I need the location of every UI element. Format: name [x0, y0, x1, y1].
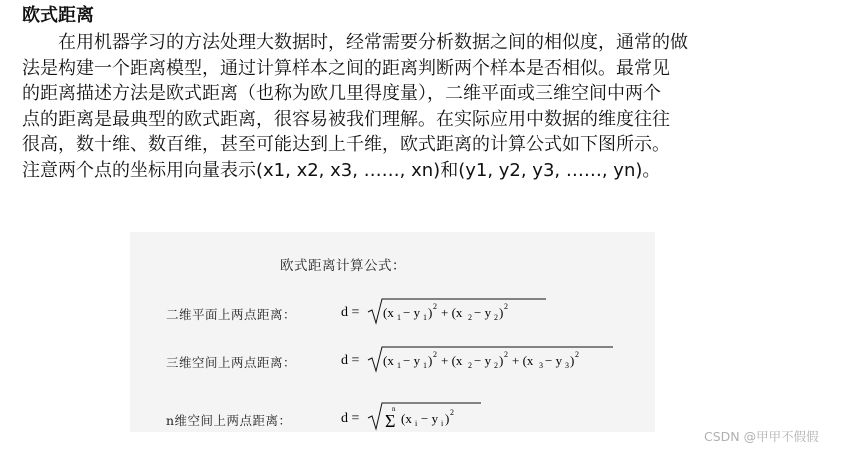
formula-label-3d: 三维空间上两点距离：: [166, 355, 297, 370]
svg-text:− y: − y: [474, 305, 492, 320]
svg-text:2: 2: [433, 302, 437, 311]
svg-text:− y: − y: [403, 305, 421, 320]
svg-text:(x: (x: [383, 353, 394, 368]
svg-text:2: 2: [468, 361, 472, 370]
formula-image: [130, 232, 655, 432]
svg-text:(x: (x: [401, 411, 412, 426]
paragraph-line: 的距离描述方法是欧式距离（也称为欧几里得度量），二维平面或三维空间中两个: [22, 83, 661, 104]
formula-label-2d: 二维平面上两点距离：: [166, 307, 297, 322]
svg-text:1: 1: [397, 361, 401, 370]
svg-text:i: i: [415, 419, 418, 428]
svg-text:Σ: Σ: [385, 411, 396, 431]
paragraph-line: 在用机器学习的方法处理大数据时，经常需要分析数据之间的相似度，通常的做: [58, 32, 688, 53]
formula-2d-graphic: [341, 295, 551, 329]
svg-text:d =: d =: [341, 305, 360, 320]
svg-text:+ (x: + (x: [441, 305, 463, 320]
svg-text:d =: d =: [341, 353, 360, 368]
svg-text:2: 2: [504, 350, 508, 359]
svg-text:i: i: [441, 419, 444, 428]
svg-text:): ): [499, 353, 504, 368]
svg-text:2: 2: [450, 408, 454, 417]
svg-text:− y: − y: [474, 353, 492, 368]
paragraph-line: 很高，数十维、数百维，甚至可能达到上千维，欧式距离的计算公式如下图所示。: [22, 134, 670, 155]
paragraph-line: 注意两个点的坐标用向量表示(x1, x2, x3, ……, xn)和(y1, y2, y3, ……, yn)。: [22, 159, 661, 181]
article-paragraph: [22, 30, 822, 183]
svg-text:): ): [445, 411, 450, 426]
paragraph-line: 点的距离是最典型的欧式距离，很容易被我们理解。在实际应用中数据的维度往往: [22, 108, 670, 130]
svg-text:2: 2: [575, 350, 579, 359]
formula-3d: [341, 343, 621, 381]
formula-figure-title: 欧式距离计算公式：: [280, 258, 406, 274]
svg-text:3: 3: [565, 361, 569, 370]
svg-text:): ): [570, 353, 575, 368]
watermark: CSDN @甲甲不假假: [704, 429, 819, 444]
svg-text:): ): [428, 353, 433, 368]
svg-text:1: 1: [397, 313, 401, 322]
svg-text:− y: − y: [403, 353, 421, 368]
svg-text:2: 2: [504, 302, 508, 311]
svg-text:): ): [428, 305, 433, 320]
formula-3d-graphic: [341, 343, 621, 377]
svg-text:1: 1: [423, 313, 427, 322]
svg-text:2: 2: [494, 313, 498, 322]
formula-nd: [341, 401, 491, 432]
svg-text:(x: (x: [383, 305, 394, 320]
svg-text:2: 2: [468, 313, 472, 322]
formula-nd-graphic: [341, 401, 491, 432]
paragraph-line: 法是构建一个距离模型，通过计算样本之间的距离判断两个样本是否相似。最常见: [22, 57, 670, 79]
svg-text:2: 2: [494, 361, 498, 370]
svg-text:3: 3: [539, 361, 543, 370]
svg-text:d =: d =: [341, 411, 360, 426]
formula-2d: [341, 295, 551, 333]
svg-text:− y: − y: [545, 353, 563, 368]
svg-text:): ): [499, 305, 504, 320]
svg-text:n: n: [392, 405, 396, 413]
formula-label-nd: n维空间上两点距离：: [166, 413, 292, 428]
svg-text:− y: − y: [421, 411, 439, 426]
svg-text:1: 1: [423, 361, 427, 370]
svg-text:+ (x: + (x: [441, 353, 463, 368]
article-heading: 欧式距离: [22, 5, 94, 26]
svg-text:2: 2: [433, 350, 437, 359]
svg-text:+ (x: + (x: [512, 353, 534, 368]
